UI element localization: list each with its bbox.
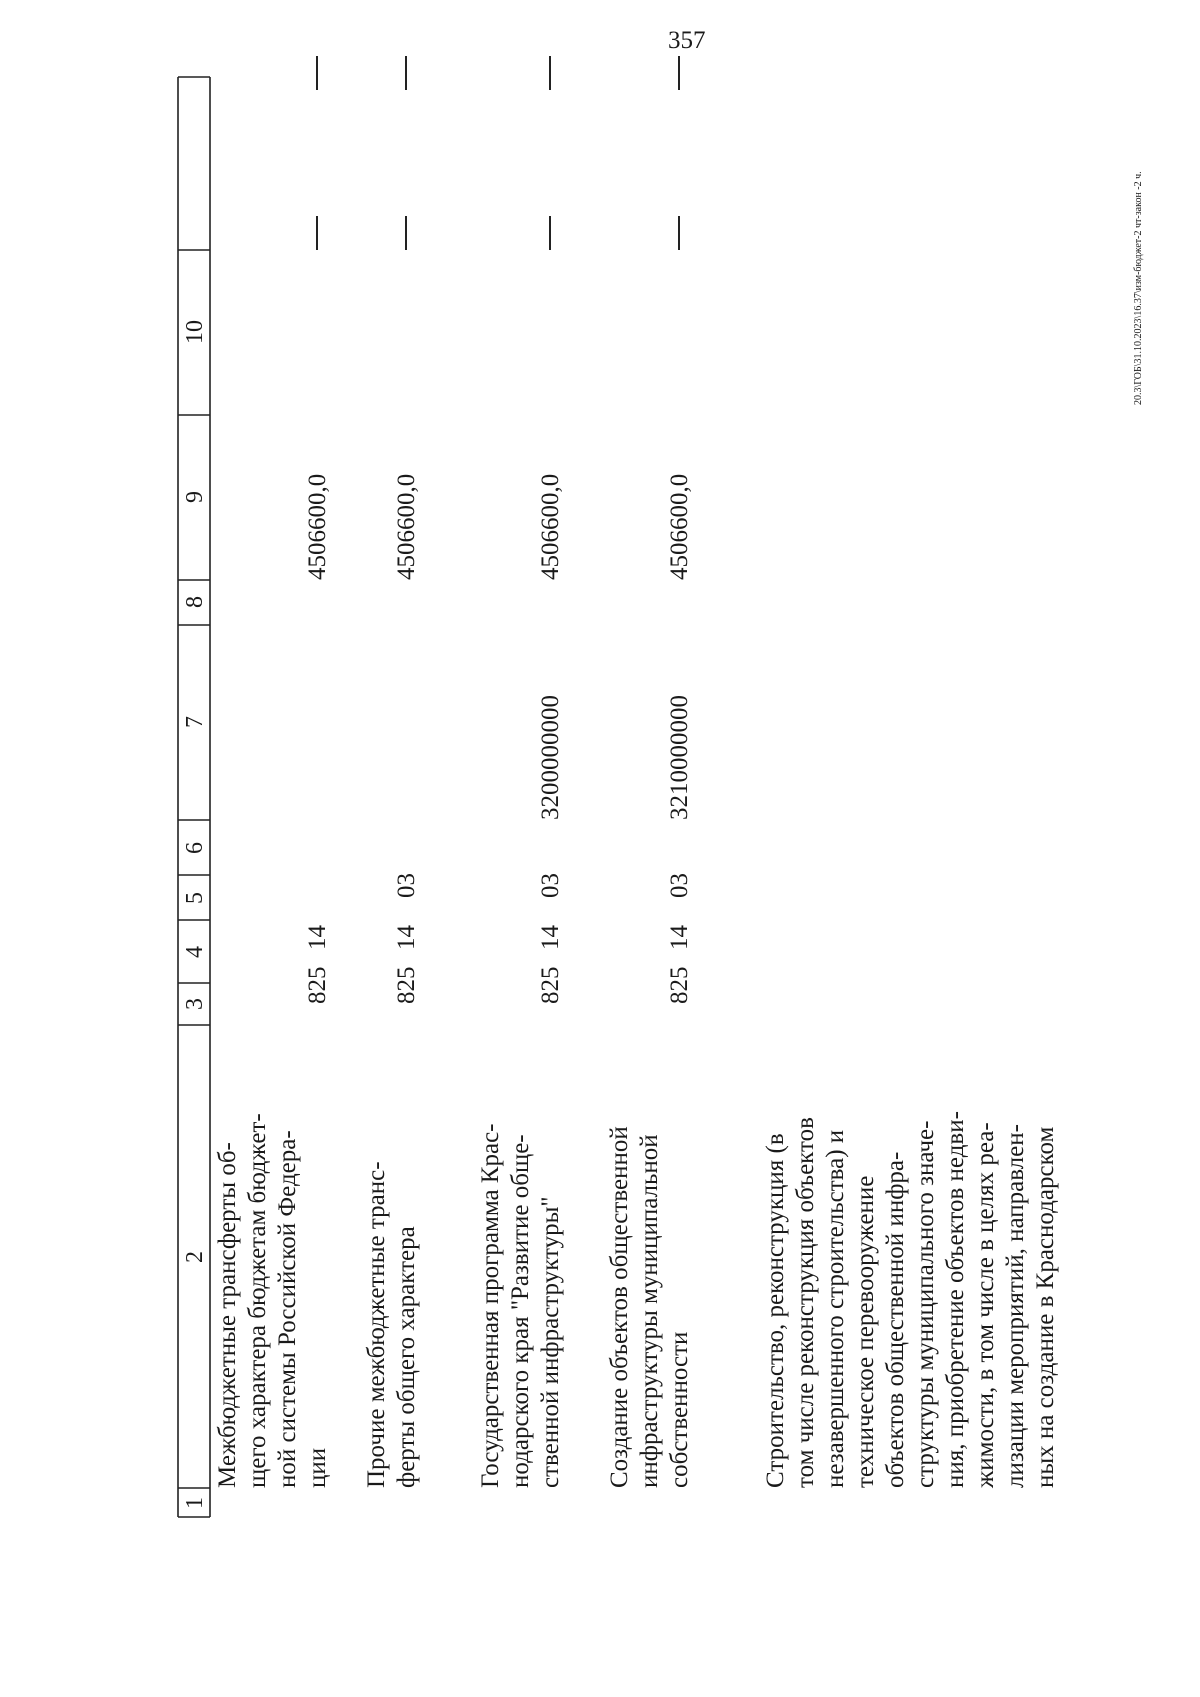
row-name-line: щего характера бюджетам бюджет- [244, 1113, 271, 1488]
cell-c4: 14 [304, 925, 331, 950]
table-row [363, 56, 420, 1488]
column-header-1: 1 [182, 1497, 208, 1509]
column-header-5: 5 [182, 892, 208, 904]
cell-c3: 825 [304, 966, 331, 1004]
row-name-line: жимости, в том числе в целях реа- [972, 1122, 999, 1488]
row-name-line: объектов общественной инфра- [882, 1151, 909, 1488]
row-name-line: том числе реконструкция объектов [792, 1117, 819, 1488]
table-header-row [182, 320, 208, 1509]
row-name-line: нодарского края "Развитие обще- [507, 1134, 534, 1488]
cell-c3: 825 [666, 966, 693, 1004]
column-header-10: 10 [182, 320, 208, 344]
cell-c5: 03 [393, 873, 420, 898]
cell-c8: 4506600,0 [537, 473, 564, 580]
table-row [477, 56, 564, 1488]
row-name-line: Прочие межбюджетные транс- [363, 1161, 390, 1488]
column-header-8: 8 [182, 596, 208, 608]
column-header-7: 7 [182, 716, 208, 728]
cell-c8: 4506600,0 [666, 473, 693, 580]
row-name-line: собственности [666, 1331, 693, 1488]
row-name-line: ственной инфраструктуры" [537, 1196, 564, 1488]
row-name-line: Межбюджетные трансферты об- [214, 1142, 241, 1488]
cell-c4: 14 [537, 925, 564, 950]
row-name-line: ции [304, 1447, 331, 1488]
row-name-line: инфраструктуры муниципальной [636, 1134, 663, 1488]
page-number: 357 [668, 27, 706, 54]
table-row [762, 1111, 1059, 1489]
row-name-line: Создание объектов общественной [606, 1126, 633, 1488]
cell-c3: 825 [537, 966, 564, 1004]
row-name-line: ферты общего характера [393, 1226, 420, 1488]
column-header-4: 4 [182, 946, 208, 958]
table-row [214, 56, 331, 1488]
row-name-line: лизации мероприятий, направлен- [1002, 1124, 1029, 1488]
document-code: 20.3\ГОБ\31.10.2023\16.37\изм-бюджет-2 чт-закон -2 ч. [1133, 171, 1144, 405]
cell-c8: 4506600,0 [393, 473, 420, 580]
cell-c3: 825 [393, 966, 420, 1004]
column-header-2: 2 [182, 1251, 208, 1263]
cell-c5: 03 [537, 873, 564, 898]
cell-c6: 3200000000 [537, 695, 564, 820]
row-name-line: ния, приобретение объектов недви- [942, 1111, 969, 1488]
table-frame [178, 77, 210, 1517]
row-name-line: техническое перевооружение [852, 1175, 879, 1488]
row-name-line: ной системы Российской Федера- [274, 1130, 301, 1488]
column-header-9: 9 [182, 491, 208, 503]
table-row [606, 56, 693, 1488]
row-name-line: ных на создание в Краснодарском [1032, 1126, 1059, 1488]
cell-c4: 14 [393, 925, 420, 950]
cell-c6: 3210000000 [666, 695, 693, 820]
column-header-6: 6 [182, 842, 208, 854]
cell-c5: 03 [666, 873, 693, 898]
row-name-line: Государственная программа Крас- [477, 1123, 504, 1488]
cell-c4: 14 [666, 925, 693, 950]
row-name-line: структуры муниципального значе- [912, 1120, 939, 1488]
column-header-3: 3 [182, 998, 208, 1010]
row-name-line: Строительство, реконструкция (в [762, 1133, 789, 1488]
cell-c8: 4506600,0 [304, 473, 331, 580]
table-body [214, 56, 1059, 1489]
row-name-line: незавершенного строительства) и [822, 1129, 849, 1488]
